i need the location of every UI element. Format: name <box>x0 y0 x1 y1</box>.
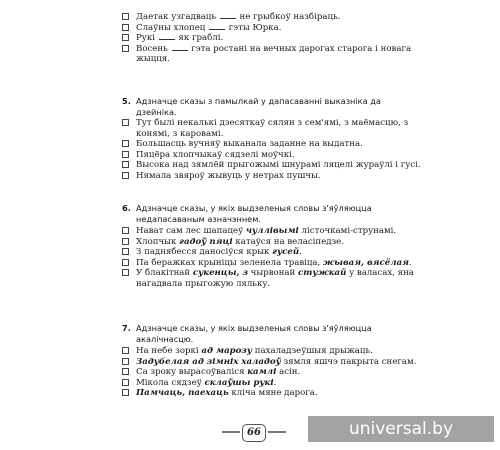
option[interactable]: Пяцёра хлопчыкаў сядзелі моўчкі. <box>122 150 422 161</box>
q7-options <box>122 346 422 399</box>
checkbox[interactable] <box>122 45 129 52</box>
page-number-ornament-right <box>268 431 286 433</box>
option[interactable]: Па беражках крыніцы зеленела травіца, жывая, вясёлая. <box>122 258 422 269</box>
checkbox[interactable] <box>122 368 129 375</box>
option[interactable]: Тут былі некалькі дзесяткаў сялян з сем'ямі, з маёмасцю, з конямі, з каровамі. <box>122 118 422 139</box>
checkbox[interactable] <box>122 24 129 31</box>
option[interactable]: Нямала звяроў жывуць у нетрах пушчы. <box>122 171 422 182</box>
option[interactable]: Памчаць, паехаць кліча мяне дарога. <box>122 388 422 399</box>
option[interactable]: Большасць вучняў выканала заданне на выдатна. <box>122 139 422 150</box>
watermark: universal.by <box>308 416 494 442</box>
question-text: Адзначце сказы, у якіх выдзеленыя словы з'яўляюцца акалічнасцю. <box>136 323 372 344</box>
option[interactable]: Задубелая ад зімніх халадоў зямля яшчэ пакрыта снегам. <box>122 357 422 368</box>
checkbox[interactable] <box>122 172 129 179</box>
question-text: Адзначце сказы, у якіх выдзеленыя словы з'яўляюцца недапасаваным азначэннем. <box>136 203 372 224</box>
list-item[interactable]: Слаўны хлопец гэты Юрка. <box>122 23 422 34</box>
checkbox[interactable] <box>122 119 129 126</box>
checkbox[interactable] <box>122 248 129 255</box>
option[interactable]: Нават сам лес шапацеў чуллівымі лісточкамі-струнамі. <box>122 226 422 237</box>
checkbox[interactable] <box>122 140 129 147</box>
page-number: 66 <box>242 424 266 442</box>
question-text: Адзначце сказы з памылкай у дапасаванні выказніка да дзейніка. <box>136 96 381 117</box>
list-item[interactable]: Даетак узгадваць не грыбкоў назбіраць. <box>122 12 422 23</box>
checkbox[interactable] <box>122 34 129 41</box>
question-7 <box>122 323 422 344</box>
q6-options <box>122 226 422 290</box>
option[interactable]: Мікола сядзеў склаўшы рукі. <box>122 378 422 389</box>
option[interactable]: Хлопчык гадоў пяці катаўся на веласіпедзе. <box>122 237 422 248</box>
q5-options <box>122 118 422 182</box>
option[interactable]: Высока над зямлёй прыгожымі шнурамі ляцелі жураўлі і гусі. <box>122 160 422 171</box>
question-number: 7. <box>122 323 131 333</box>
option[interactable]: У блакітнай сукенцы, з чырвонай стужкай у валасах, яна нагадвала прыгожую ляльку. <box>122 268 422 289</box>
checkbox[interactable] <box>122 389 129 396</box>
checkbox[interactable] <box>122 379 129 386</box>
question-number: 6. <box>122 203 131 213</box>
checkbox[interactable] <box>122 227 129 234</box>
checkbox[interactable] <box>122 151 129 158</box>
option[interactable]: З паднябесся даносіўся крык гусей. <box>122 247 422 258</box>
checkbox[interactable] <box>122 347 129 354</box>
list-item[interactable]: Рукі як граблі. <box>122 33 422 44</box>
checkbox[interactable] <box>122 161 129 168</box>
checkbox[interactable] <box>122 238 129 245</box>
question-6 <box>122 203 422 224</box>
checkbox[interactable] <box>122 358 129 365</box>
option[interactable]: Са зрокy вырасоўваліся камлі асін. <box>122 367 422 378</box>
option[interactable]: На небе зоркі ад марозу пахаладзеўшыя дрыжаць. <box>122 346 422 357</box>
question-number: 5. <box>122 96 131 106</box>
checkbox[interactable] <box>122 269 129 276</box>
question-5 <box>122 96 422 117</box>
top-items <box>122 12 422 65</box>
checkbox[interactable] <box>122 259 129 266</box>
checkbox[interactable] <box>122 13 129 20</box>
list-item[interactable]: Восень гэта ростані на вечных дарогах старога і новага жыцця. <box>122 44 422 65</box>
page-number-ornament-left <box>222 431 240 433</box>
